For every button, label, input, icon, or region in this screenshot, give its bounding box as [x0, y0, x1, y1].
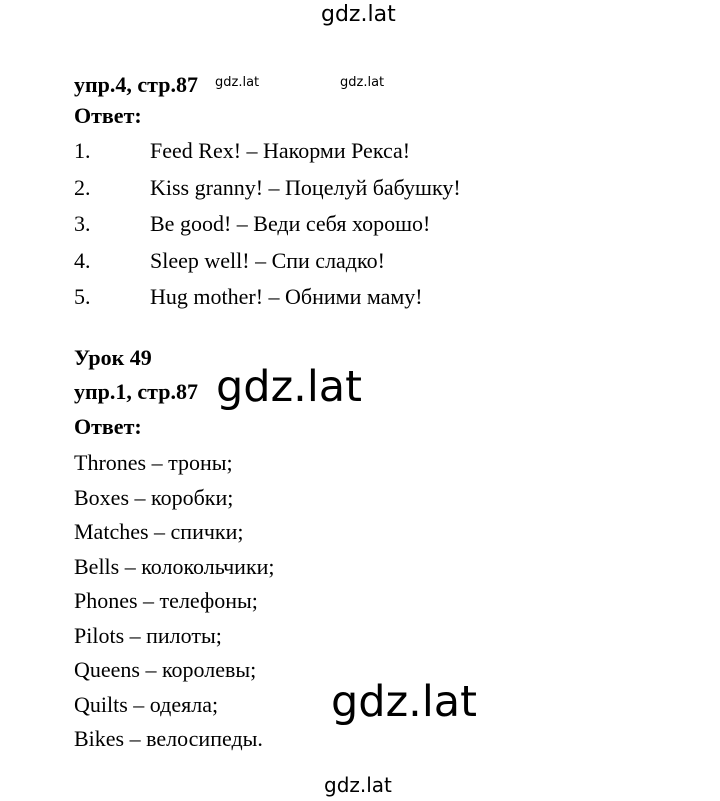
list-item: Bikes – велосипеды.: [74, 726, 263, 751]
item-text: Be good! – Веди себя хорошо!: [150, 211, 431, 236]
answer-label-2: Ответ:: [74, 414, 142, 439]
list-item: Phones – телефоны;: [74, 588, 258, 613]
exercise-4-heading: упр.4, стр.87: [74, 72, 198, 97]
item-number: 1.: [74, 138, 91, 163]
list-item: Boxes – коробки;: [74, 484, 234, 510]
item-text: Kiss granny! – Поцелуй бабушку!: [150, 174, 461, 200]
list-item: Queens – королевы;: [74, 657, 257, 682]
item-text: Sleep well! – Спи сладко!: [150, 247, 385, 273]
item-number: 5.: [74, 284, 91, 309]
watermark-small-1: gdz.lat: [215, 75, 260, 90]
item-number: 2.: [74, 174, 91, 200]
exercise-1-heading: упр.1, стр.87: [74, 379, 198, 404]
lesson-heading: Урок 49: [74, 345, 152, 370]
watermark-bottom: gdz.lat: [324, 773, 392, 797]
list-item: Quilts – одеяла;: [74, 691, 219, 717]
list-item: Matches – спички;: [74, 519, 244, 544]
watermark-small-2: gdz.lat: [340, 75, 385, 90]
watermark-large-1: gdz.lat: [216, 362, 362, 412]
item-text: Feed Rex! – Накорми Рекса!: [150, 138, 411, 163]
answer-label-1: Ответ:: [74, 103, 142, 128]
item-number: 3.: [74, 211, 91, 236]
watermark-top: gdz.lat: [321, 2, 396, 27]
item-text: Hug mother! – Обними маму!: [150, 284, 423, 309]
list-item: Pilots – пилоты;: [74, 622, 222, 648]
word-translation-list: [74, 450, 275, 761]
list-item: Thrones – троны;: [74, 450, 233, 475]
watermark-large-2: gdz.lat: [331, 677, 477, 727]
item-number: 4.: [74, 247, 91, 273]
list-item: Bells – колокольчики;: [74, 553, 275, 579]
